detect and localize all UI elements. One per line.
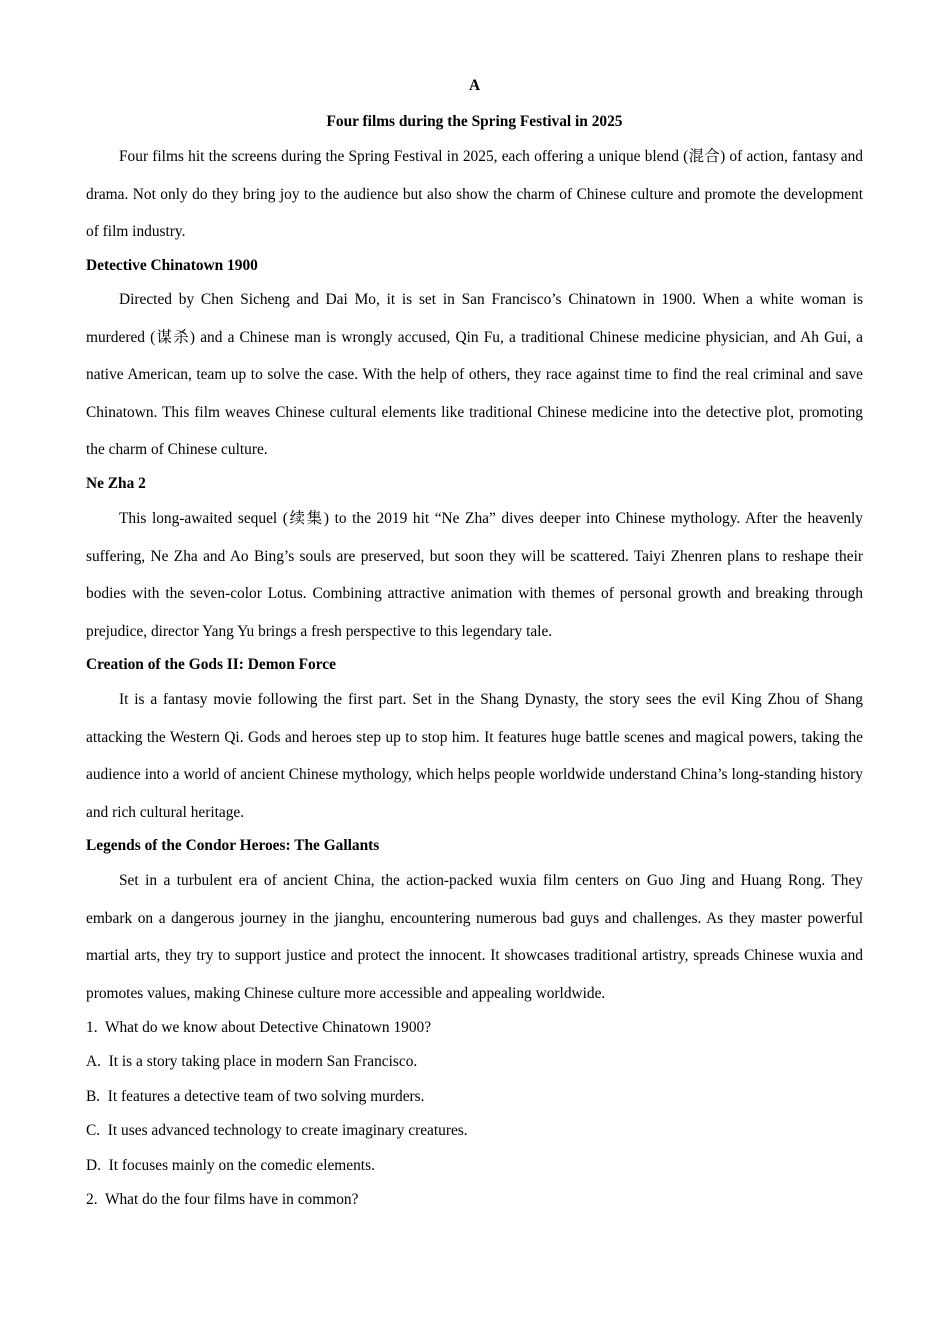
film-text-creation-of-the-gods: It is a fantasy movie following the first part. Set in the Shang Dynasty, the story sees the evil King Zhou of Shang attacking the Western Qi. Gods and heroes step up to stop him. It features huge battle scenes and magical powers, taking the audience into a world of ancient Chinese mythology, which helps people worldwide understand China’s long-standing history and rich cultural heritage. bbox=[86, 691, 863, 821]
question-1-option-a: A. It is a story taking place in modern San Francisco. bbox=[86, 1053, 418, 1070]
question-1-option-d: D. It focuses mainly on the comedic elements. bbox=[86, 1157, 375, 1174]
section-letter: A bbox=[468, 77, 481, 94]
question-1-option-b: B. It features a detective team of two solving murders. bbox=[86, 1088, 425, 1105]
question-2-stem: 2. What do the four films have in common? bbox=[86, 1191, 359, 1208]
film-title-creation-of-the-gods: Creation of the Gods II: Demon Force bbox=[86, 656, 336, 673]
film-title-condor-heroes: Legends of the Condor Heroes: The Gallants bbox=[86, 837, 380, 854]
intro-paragraph: Four films hit the screens during the Spring Festival in 2025, each offering a unique blend (混合) of action, fantasy and drama. Not only do they bring joy to the audience but also show the charm of Chinese culture and promote the development of film industry. bbox=[86, 148, 863, 240]
film-text-condor-heroes: Set in a turbulent era of ancient China, the action-packed wuxia film centers on Guo Jing and Huang Rong. They embark on a dangerous journey in the jianghu, encountering numerous bad guys and challenges. As they master powerful martial arts, they try to support justice and protect the innocent. It showcases traditional artistry, spreads Chinese wuxia and promotes values, making Chinese culture more accessible and appealing worldwide. bbox=[86, 872, 863, 1002]
film-title-detective-chinatown: Detective Chinatown 1900 bbox=[86, 257, 258, 274]
film-text-ne-zha-2: This long-awaited sequel (续集) to the 2019 hit “Ne Zha” dives deeper into Chinese mythology. After the heavenly suffering, Ne Zha and Ao Bing’s souls are preserved, but soon they will be scattered. Taiyi Zhenren plans to reshape their bodies with the seven-color Lotus. Combining attractive animation with themes of personal growth and breaking through prejudice, director Yang Yu brings a fresh perspective to this legendary tale. bbox=[86, 510, 863, 640]
question-1-stem: 1. What do we know about Detective Chinatown 1900? bbox=[86, 1019, 432, 1036]
article-title: Four films during the Spring Festival in 2025 bbox=[326, 113, 623, 130]
film-text-detective-chinatown: Directed by Chen Sicheng and Dai Mo, it is set in San Francisco’s Chinatown in 1900. When a white woman is murdered (谋杀) and a Chinese man is wrongly accused, Qin Fu, a traditional Chinese medicine physician, and Ah Gui, a native American, team up to solve the case. With the help of others, they race against time to find the real criminal and save Chinatown. This film weaves Chinese cultural elements like traditional Chinese medicine into the detective plot, promoting the charm of Chinese culture. bbox=[86, 291, 863, 458]
question-1-option-c: C. It uses advanced technology to create imaginary creatures. bbox=[86, 1122, 468, 1139]
film-title-ne-zha-2: Ne Zha 2 bbox=[86, 475, 146, 492]
